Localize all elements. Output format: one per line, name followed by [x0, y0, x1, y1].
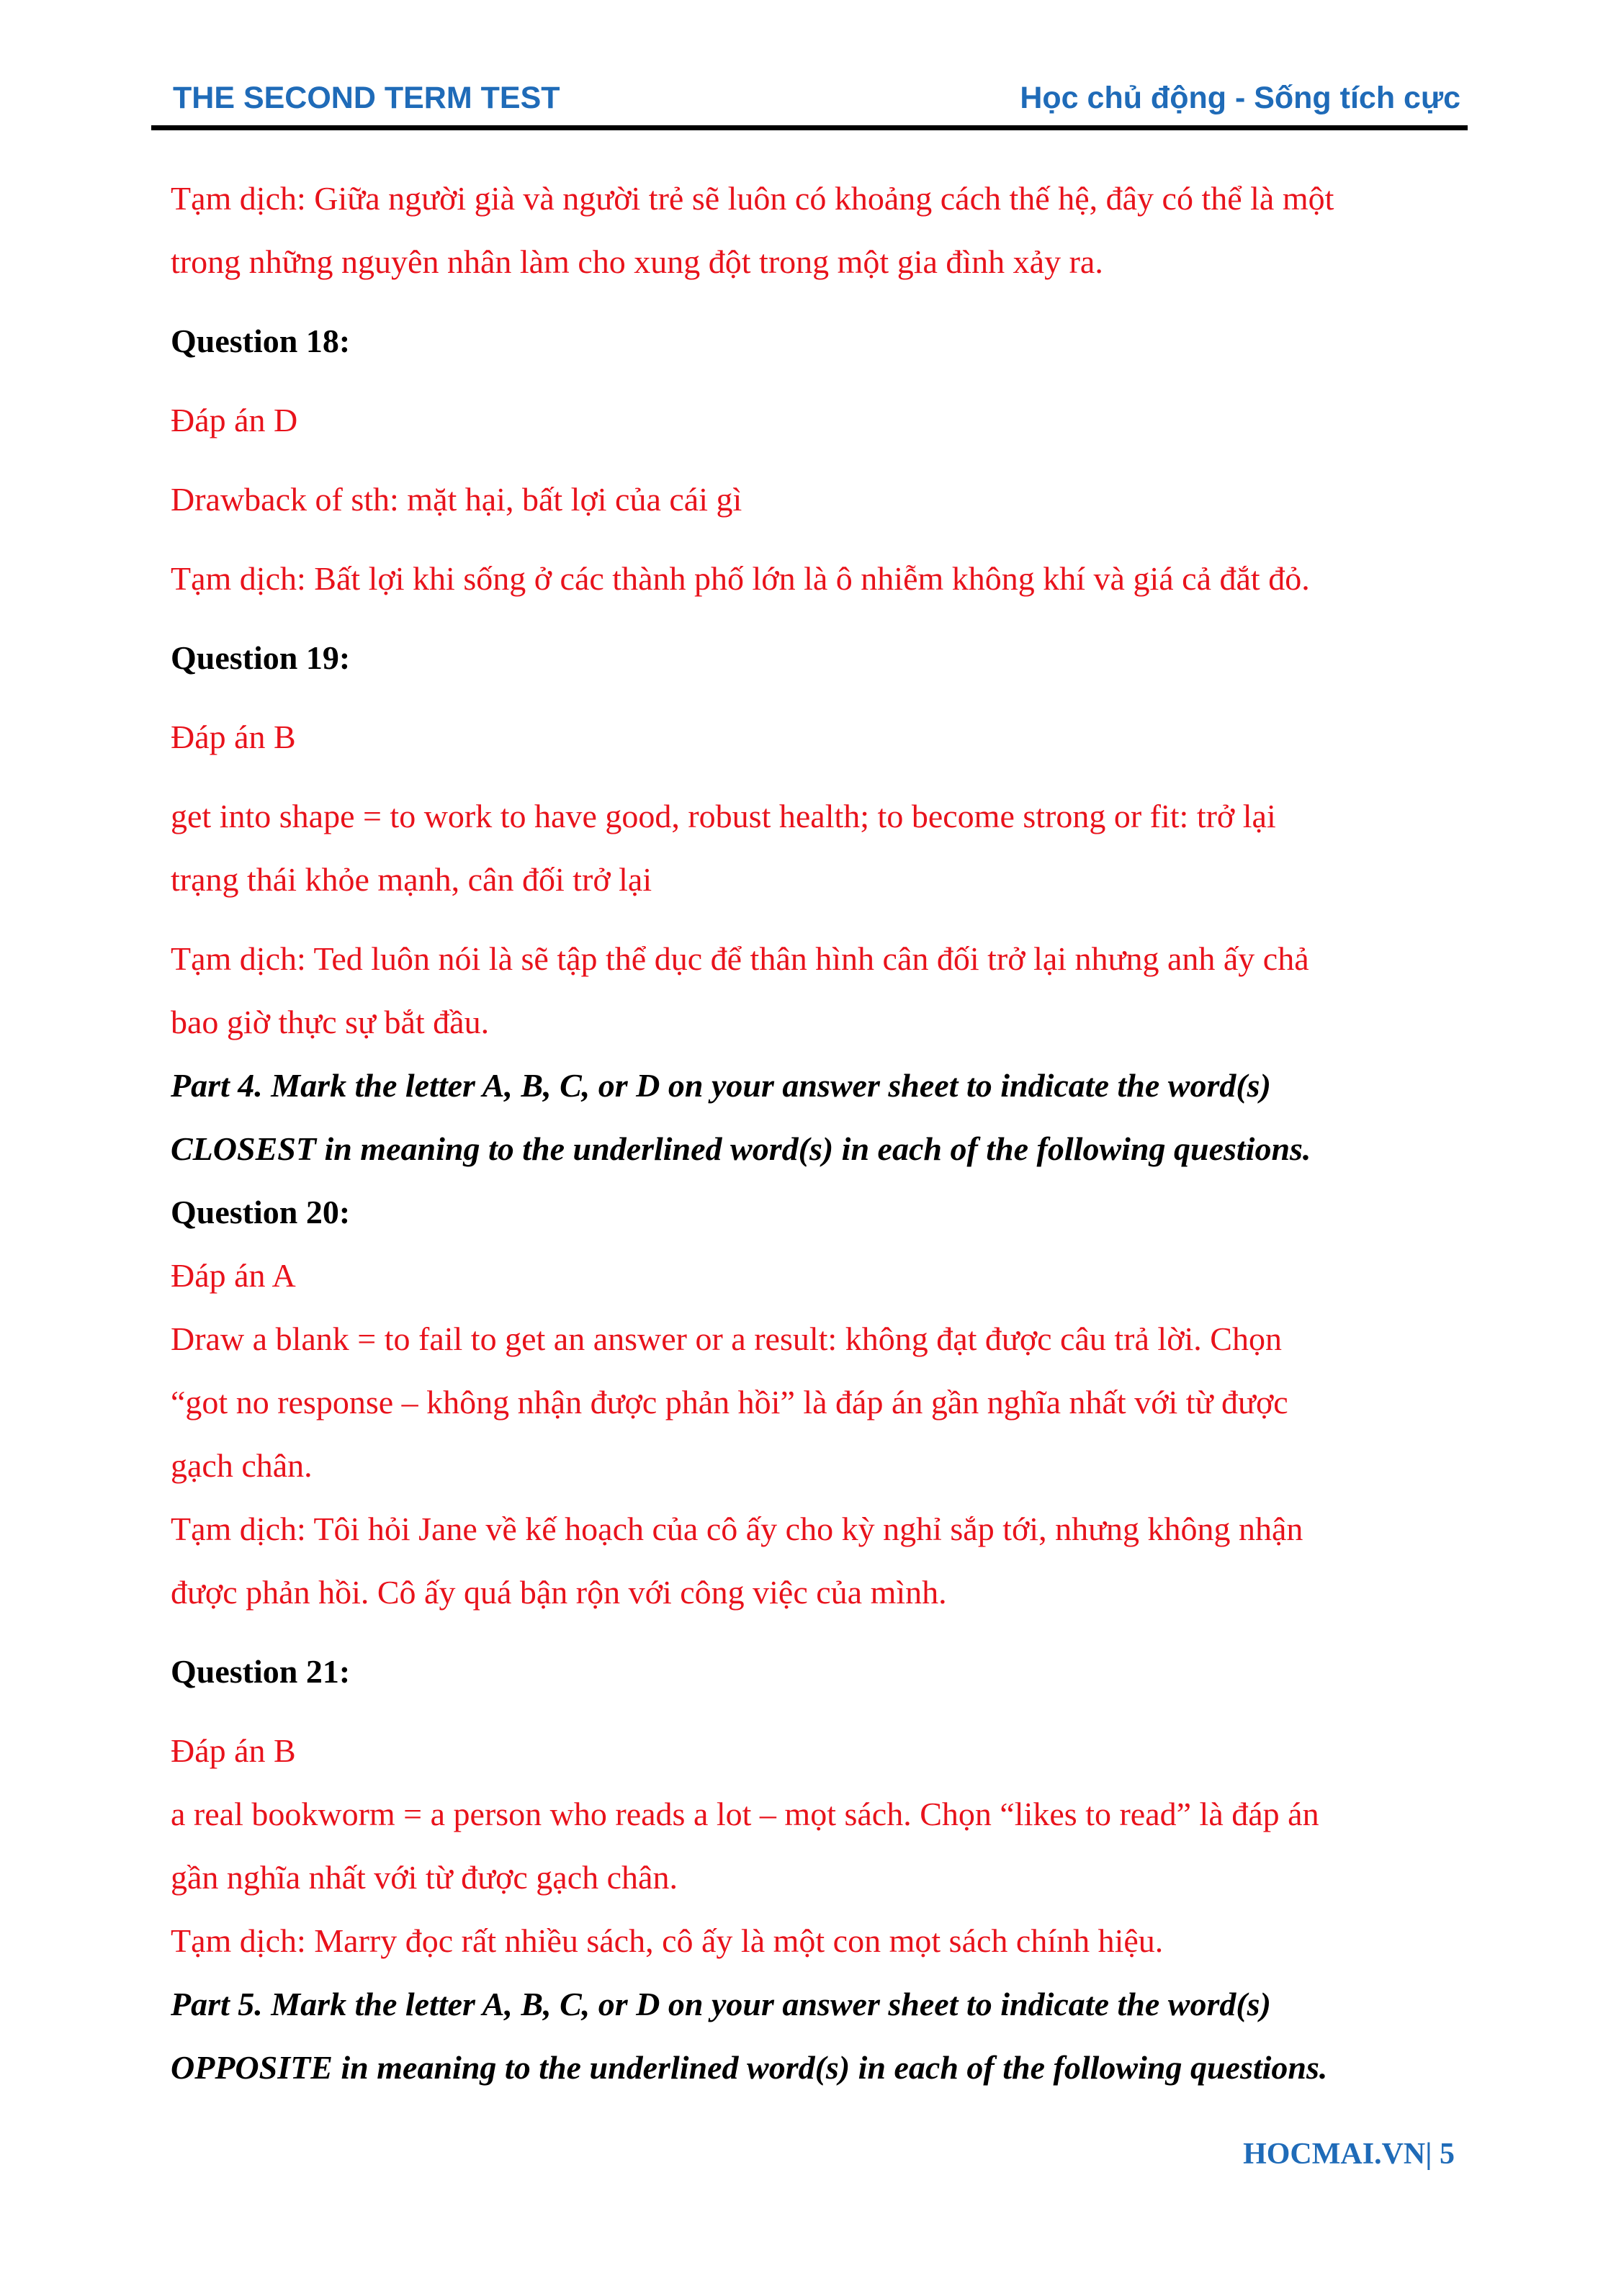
- question-heading: Question 18:: [171, 323, 351, 359]
- definition-line: “got no response – không nhận được phản hồi” là đáp án gần nghĩa nhất với từ được: [171, 1384, 1288, 1421]
- header-slogan: Học chủ động - Sống tích cực: [1020, 81, 1460, 115]
- definition-line: trạng thái khỏe mạnh, cân đối trở lại: [171, 861, 652, 898]
- page-footer: HOCMAI.VN| 5: [1243, 2138, 1455, 2171]
- part-instruction: Part 5. Mark the letter A, B, C, or D on your answer sheet to indicate the word(s): [171, 1986, 1271, 2022]
- definition-line: gần nghĩa nhất với từ được gạch chân.: [171, 1859, 678, 1896]
- answer-line: Đáp án B: [171, 1732, 296, 1769]
- definition-line: a real bookworm = a person who reads a lot – mọt sách. Chọn “likes to read” là đáp án: [171, 1796, 1319, 1832]
- translation-line: Tạm dịch: Ted luôn nói là sẽ tập thể dục để thân hình cân đối trở lại nhưng anh ấy chả: [171, 940, 1309, 977]
- definition-line: get into shape = to work to have good, robust health; to become strong or fit: trở lại: [171, 798, 1276, 834]
- answer-line: Đáp án B: [171, 719, 296, 755]
- translation-line: Tạm dịch: Tôi hỏi Jane về kế hoạch của cô ấy cho kỳ nghỉ sắp tới, nhưng không nhận: [171, 1511, 1303, 1547]
- definition-line: gạch chân.: [171, 1447, 313, 1484]
- page-header: [151, 81, 1468, 131]
- document-body: [171, 167, 1453, 2099]
- translation-line: bao giờ thực sự bắt đầu.: [171, 1004, 490, 1040]
- part-instruction: Part 4. Mark the letter A, B, C, or D on your answer sheet to indicate the word(s): [171, 1067, 1271, 1104]
- answer-line: Đáp án A: [171, 1257, 296, 1294]
- definition-line: Draw a blank = to fail to get an answer or a result: không đạt được câu trả lời. Chọn: [171, 1320, 1282, 1357]
- question-heading: Question 21:: [171, 1653, 351, 1690]
- part-instruction: OPPOSITE in meaning to the underlined word(s) in each of the following questions.: [171, 2049, 1328, 2086]
- explanation-line: Tạm dịch: Giữa người già và người trẻ sẽ luôn có khoảng cách thế hệ, đây có thể là một: [171, 180, 1334, 217]
- question-heading: Question 20:: [171, 1194, 351, 1230]
- translation-line: Tạm dịch: Marry đọc rất nhiều sách, cô ấy là một con mọt sách chính hiệu.: [171, 1922, 1164, 1959]
- header-divider: [151, 125, 1468, 130]
- part-instruction: CLOSEST in meaning to the underlined word(s) in each of the following questions.: [171, 1130, 1311, 1167]
- question-heading: Question 19:: [171, 639, 351, 676]
- translation-line: được phản hồi. Cô ấy quá bận rộn với công việc của mình.: [171, 1574, 947, 1611]
- answer-line: Đáp án D: [171, 402, 298, 438]
- header-title: THE SECOND TERM TEST: [173, 81, 560, 115]
- explanation-line: trong những nguyên nhân làm cho xung đột trong một gia đình xảy ra.: [171, 243, 1103, 280]
- definition-line: Drawback of sth: mặt hại, bất lợi của cái gì: [171, 481, 742, 518]
- translation-line: Tạm dịch: Bất lợi khi sống ở các thành phố lớn là ô nhiễm không khí và giá cả đắt đỏ.: [171, 560, 1310, 597]
